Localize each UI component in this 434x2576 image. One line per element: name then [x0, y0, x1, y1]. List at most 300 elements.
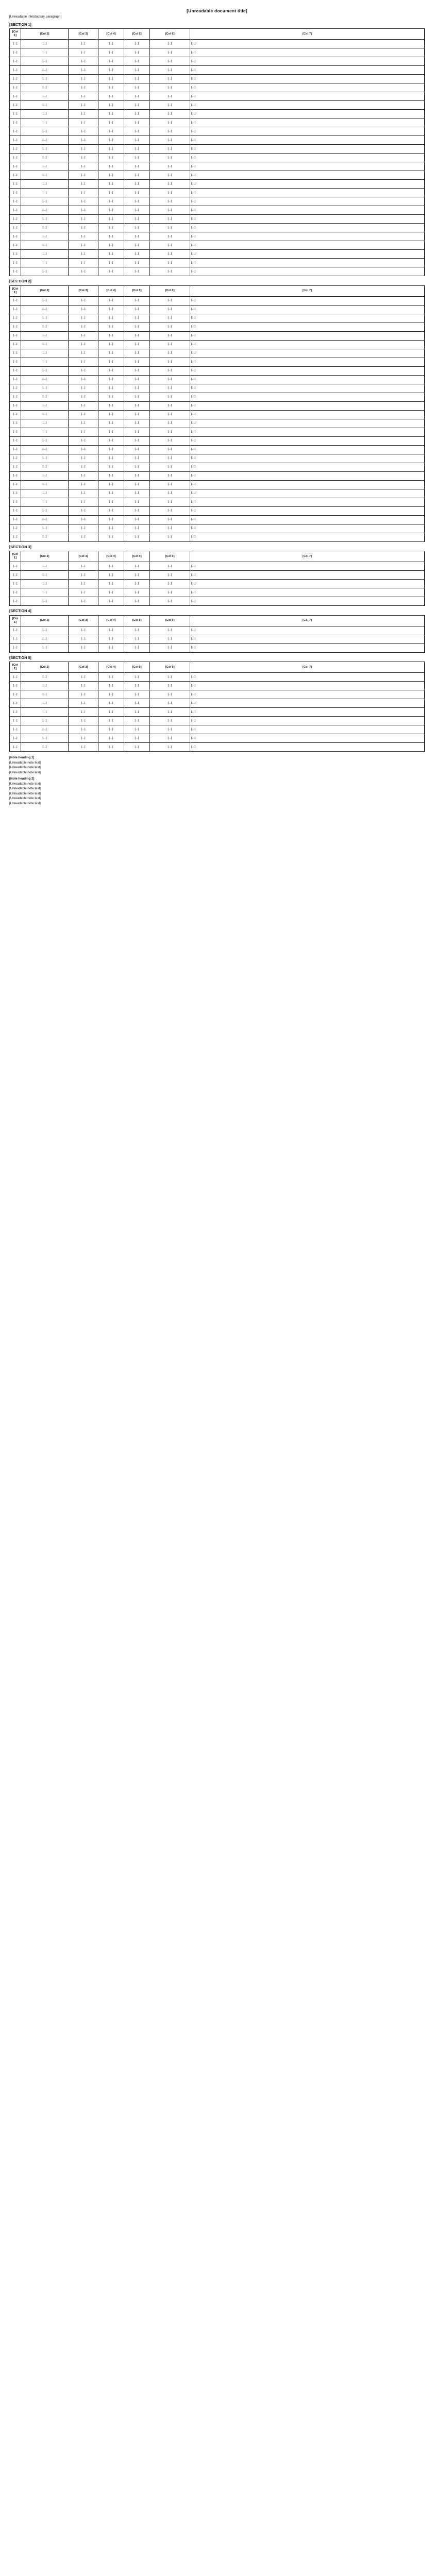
table-cell: [...]	[98, 40, 124, 48]
table-cell: [...]	[21, 206, 69, 215]
table-cell: [...]	[124, 189, 150, 197]
table-cell: [...]	[98, 145, 124, 154]
table-cell: [...]	[98, 454, 124, 463]
note-item: [Unreadable note text]	[9, 791, 41, 795]
table-cell: [...]	[21, 259, 69, 267]
table-cell: [...]	[124, 672, 150, 681]
table-row	[10, 498, 425, 506]
table-cell: [...]	[98, 533, 124, 541]
column-header: [Col 1]	[10, 29, 21, 40]
table-cell: [...]	[21, 419, 69, 428]
table-cell: [...]	[124, 48, 150, 57]
section-title: [SECTION 2]	[9, 279, 31, 284]
table-cell: [...]	[190, 323, 425, 331]
table-cell: [...]	[124, 314, 150, 323]
table-cell: [...]	[150, 463, 190, 471]
table-cell: [...]	[150, 489, 190, 498]
table-cell: [...]	[98, 445, 124, 454]
table-cell: [...]	[124, 716, 150, 725]
table-row	[10, 588, 425, 597]
table-cell: [...]	[69, 699, 98, 707]
table-cell: [...]	[190, 48, 425, 57]
table-cell: [...]	[98, 136, 124, 145]
table-cell: [...]	[190, 127, 425, 136]
table-cell: [...]	[69, 681, 98, 690]
table-cell: [...]	[150, 672, 190, 681]
table-cell: [...]	[190, 524, 425, 533]
column-header: [Col 1]	[10, 662, 21, 672]
table-row	[10, 180, 425, 189]
table-cell: [...]	[190, 267, 425, 276]
table-cell: [...]	[190, 681, 425, 690]
table-cell: [...]	[10, 224, 21, 232]
table-cell: [...]	[124, 725, 150, 734]
table-row	[10, 375, 425, 384]
table-cell: [...]	[150, 92, 190, 101]
table-cell: [...]	[21, 643, 69, 652]
table-cell: [...]	[69, 445, 98, 454]
table-cell: [...]	[10, 267, 21, 276]
table-cell: [...]	[150, 436, 190, 445]
table-cell: [...]	[150, 57, 190, 66]
table-row	[10, 436, 425, 445]
table-cell: [...]	[150, 180, 190, 189]
table-cell: [...]	[69, 643, 98, 652]
table-cell: [...]	[10, 48, 21, 57]
table-cell: [...]	[10, 716, 21, 725]
table-row	[10, 215, 425, 224]
table-cell: [...]	[150, 197, 190, 206]
table-cell: [...]	[98, 463, 124, 471]
table-cell: [...]	[10, 498, 21, 506]
table-cell: [...]	[124, 643, 150, 652]
table-row	[10, 562, 425, 571]
table-cell: [...]	[190, 180, 425, 189]
table-cell: [...]	[21, 681, 69, 690]
table-cell: [...]	[10, 145, 21, 154]
table-row	[10, 597, 425, 606]
table-cell: [...]	[190, 83, 425, 92]
table-cell: [...]	[150, 597, 190, 606]
table-cell: [...]	[10, 349, 21, 358]
table-cell: [...]	[124, 118, 150, 127]
table-cell: [...]	[124, 463, 150, 471]
table-cell: [...]	[98, 206, 124, 215]
table-cell: [...]	[150, 145, 190, 154]
table-cell: [...]	[124, 224, 150, 232]
table-cell: [...]	[69, 314, 98, 323]
section-title: [SECTION 4]	[9, 608, 31, 614]
table-cell: [...]	[21, 690, 69, 699]
table-cell: [...]	[98, 305, 124, 314]
table-cell: [...]	[190, 375, 425, 384]
table-cell: [...]	[98, 436, 124, 445]
section-table	[9, 551, 425, 606]
table-row	[10, 489, 425, 498]
table-cell: [...]	[21, 110, 69, 118]
table-row	[10, 145, 425, 154]
table-cell: [...]	[21, 375, 69, 384]
table-cell: [...]	[150, 323, 190, 331]
table-cell: [...]	[21, 635, 69, 643]
table-cell: [...]	[98, 480, 124, 489]
table-cell: [...]	[98, 742, 124, 751]
table-cell: [...]	[190, 454, 425, 463]
table-cell: [...]	[69, 498, 98, 506]
table-cell: [...]	[124, 742, 150, 751]
notes-list-1	[9, 761, 425, 775]
table-row	[10, 471, 425, 480]
table-cell: [...]	[150, 690, 190, 699]
table-cell: [...]	[21, 189, 69, 197]
note-item: [Unreadable note text]	[9, 766, 41, 770]
table-cell: [...]	[69, 588, 98, 597]
table-cell: [...]	[10, 154, 21, 162]
table-cell: [...]	[21, 524, 69, 533]
table-cell: [...]	[21, 349, 69, 358]
table-cell: [...]	[190, 410, 425, 419]
table-cell: [...]	[124, 171, 150, 180]
table-cell: [...]	[150, 681, 190, 690]
table-cell: [...]	[21, 127, 69, 136]
table-cell: [...]	[190, 331, 425, 340]
table-cell: [...]	[98, 241, 124, 250]
table-cell: [...]	[190, 340, 425, 349]
table-cell: [...]	[150, 340, 190, 349]
table-cell: [...]	[98, 323, 124, 331]
table-cell: [...]	[98, 498, 124, 506]
column-header: [Col 7]	[190, 29, 425, 40]
table-cell: [...]	[10, 672, 21, 681]
table-row	[10, 57, 425, 66]
table-cell: [...]	[69, 215, 98, 224]
table-cell: [...]	[10, 734, 21, 742]
table-cell: [...]	[124, 393, 150, 401]
table-cell: [...]	[69, 489, 98, 498]
table-cell: [...]	[69, 83, 98, 92]
table-cell: [...]	[21, 267, 69, 276]
table-cell: [...]	[69, 197, 98, 206]
column-header: [Col 7]	[190, 615, 425, 626]
table-cell: [...]	[190, 66, 425, 75]
table-cell: [...]	[124, 66, 150, 75]
table-cell: [...]	[10, 331, 21, 340]
table-cell: [...]	[150, 562, 190, 571]
table-cell: [...]	[69, 66, 98, 75]
table-cell: [...]	[21, 305, 69, 314]
table-cell: [...]	[10, 259, 21, 267]
table-cell: [...]	[21, 340, 69, 349]
table-cell: [...]	[150, 699, 190, 707]
table-cell: [...]	[21, 136, 69, 145]
column-header: [Col 4]	[98, 615, 124, 626]
table-cell: [...]	[21, 626, 69, 635]
table-cell: [...]	[10, 296, 21, 305]
table-row	[10, 40, 425, 48]
document-intro: [Unreadable introductory paragraph]	[9, 15, 62, 19]
table-cell: [...]	[98, 580, 124, 588]
table-cell: [...]	[124, 162, 150, 171]
note-item: [Unreadable note text]	[9, 802, 41, 806]
table-cell: [...]	[190, 428, 425, 436]
table-cell: [...]	[190, 626, 425, 635]
table-cell: [...]	[69, 672, 98, 681]
section-table	[9, 662, 425, 752]
table-cell: [...]	[190, 57, 425, 66]
table-cell: [...]	[10, 305, 21, 314]
table-cell: [...]	[69, 707, 98, 716]
table-row	[10, 445, 425, 454]
table-row	[10, 101, 425, 110]
table-cell: [...]	[21, 224, 69, 232]
table-cell: [...]	[10, 92, 21, 101]
column-header: [Col 6]	[150, 551, 190, 562]
table-cell: [...]	[69, 323, 98, 331]
table-cell: [...]	[69, 742, 98, 751]
table-cell: [...]	[10, 626, 21, 635]
table-cell: [...]	[98, 571, 124, 580]
table-cell: [...]	[21, 401, 69, 410]
table-cell: [...]	[10, 562, 21, 571]
table-cell: [...]	[150, 393, 190, 401]
table-cell: [...]	[98, 562, 124, 571]
table-cell: [...]	[150, 154, 190, 162]
table-cell: [...]	[98, 725, 124, 734]
table-cell: [...]	[21, 580, 69, 588]
table-cell: [...]	[150, 101, 190, 110]
table-cell: [...]	[124, 580, 150, 588]
table-cell: [...]	[98, 48, 124, 57]
table-cell: [...]	[150, 498, 190, 506]
table-cell: [...]	[150, 66, 190, 75]
table-row	[10, 305, 425, 314]
table-cell: [...]	[10, 110, 21, 118]
table-cell: [...]	[21, 331, 69, 340]
table-cell: [...]	[21, 716, 69, 725]
table-cell: [...]	[98, 314, 124, 323]
table-cell: [...]	[124, 626, 150, 635]
section-3	[9, 545, 425, 606]
table-cell: [...]	[69, 189, 98, 197]
table-cell: [...]	[98, 489, 124, 498]
table-cell: [...]	[69, 267, 98, 276]
table-row	[10, 110, 425, 118]
table-cell: [...]	[98, 267, 124, 276]
table-row	[10, 419, 425, 428]
table-cell: [...]	[124, 305, 150, 314]
table-cell: [...]	[69, 597, 98, 606]
table-cell: [...]	[69, 250, 98, 259]
table-cell: [...]	[124, 690, 150, 699]
table-cell: [...]	[98, 75, 124, 83]
table-cell: [...]	[98, 393, 124, 401]
table-cell: [...]	[190, 259, 425, 267]
column-header: [Col 2]	[21, 551, 69, 562]
table-row	[10, 232, 425, 241]
table-row	[10, 154, 425, 162]
table-cell: [...]	[21, 215, 69, 224]
notes-heading-1: [Note heading 1]	[9, 755, 35, 759]
table-cell: [...]	[10, 471, 21, 480]
table-cell: [...]	[190, 305, 425, 314]
table-cell: [...]	[190, 118, 425, 127]
table-cell: [...]	[98, 66, 124, 75]
table-cell: [...]	[10, 314, 21, 323]
table-cell: [...]	[98, 232, 124, 241]
table-cell: [...]	[69, 118, 98, 127]
table-cell: [...]	[98, 340, 124, 349]
table-cell: [...]	[21, 533, 69, 541]
table-cell: [...]	[98, 224, 124, 232]
table-cell: [...]	[190, 145, 425, 154]
table-cell: [...]	[21, 162, 69, 171]
table-cell: [...]	[10, 180, 21, 189]
table-cell: [...]	[21, 66, 69, 75]
table-cell: [...]	[150, 171, 190, 180]
table-cell: [...]	[21, 436, 69, 445]
table-cell: [...]	[190, 189, 425, 197]
table-cell: [...]	[10, 533, 21, 541]
table-cell: [...]	[150, 224, 190, 232]
table-row	[10, 206, 425, 215]
table-cell: [...]	[69, 358, 98, 366]
table-cell: [...]	[69, 92, 98, 101]
table-cell: [...]	[21, 506, 69, 515]
table-row	[10, 366, 425, 375]
table-cell: [...]	[10, 725, 21, 734]
table-cell: [...]	[69, 340, 98, 349]
table-row	[10, 463, 425, 471]
table-cell: [...]	[190, 506, 425, 515]
table-cell: [...]	[98, 716, 124, 725]
table-cell: [...]	[124, 515, 150, 524]
table-row	[10, 314, 425, 323]
sections-container	[9, 23, 425, 752]
table-cell: [...]	[98, 597, 124, 606]
table-cell: [...]	[124, 101, 150, 110]
table-cell: [...]	[150, 471, 190, 480]
table-cell: [...]	[124, 506, 150, 515]
table-cell: [...]	[98, 154, 124, 162]
table-cell: [...]	[10, 436, 21, 445]
table-cell: [...]	[124, 454, 150, 463]
table-cell: [...]	[69, 110, 98, 118]
table-row	[10, 83, 425, 92]
table-cell: [...]	[21, 40, 69, 48]
table-cell: [...]	[150, 136, 190, 145]
table-cell: [...]	[10, 66, 21, 75]
table-cell: [...]	[98, 162, 124, 171]
table-cell: [...]	[21, 672, 69, 681]
table-row	[10, 410, 425, 419]
column-header: [Col 2]	[21, 29, 69, 40]
table-cell: [...]	[150, 401, 190, 410]
table-cell: [...]	[124, 145, 150, 154]
table-cell: [...]	[69, 296, 98, 305]
table-cell: [...]	[10, 597, 21, 606]
note-item: [Unreadable note text]	[9, 796, 41, 801]
table-row	[10, 635, 425, 643]
table-cell: [...]	[21, 48, 69, 57]
table-cell: [...]	[21, 699, 69, 707]
table-cell: [...]	[98, 588, 124, 597]
table-cell: [...]	[10, 358, 21, 366]
column-header: [Col 5]	[124, 662, 150, 672]
table-cell: [...]	[10, 588, 21, 597]
table-row	[10, 515, 425, 524]
table-cell: [...]	[150, 48, 190, 57]
table-cell: [...]	[98, 672, 124, 681]
table-cell: [...]	[190, 480, 425, 489]
table-cell: [...]	[150, 635, 190, 643]
note-item: [Unreadable note text]	[9, 760, 41, 765]
table-cell: [...]	[98, 331, 124, 340]
table-cell: [...]	[21, 250, 69, 259]
table-cell: [...]	[190, 75, 425, 83]
table-cell: [...]	[150, 725, 190, 734]
table-cell: [...]	[98, 296, 124, 305]
table-cell: [...]	[98, 410, 124, 419]
table-cell: [...]	[69, 734, 98, 742]
table-row	[10, 118, 425, 127]
table-row	[10, 580, 425, 588]
table-cell: [...]	[124, 562, 150, 571]
table-cell: [...]	[21, 83, 69, 92]
table-cell: [...]	[124, 471, 150, 480]
table-cell: [...]	[124, 533, 150, 541]
table-cell: [...]	[124, 127, 150, 136]
table-cell: [...]	[10, 101, 21, 110]
table-cell: [...]	[150, 358, 190, 366]
table-cell: [...]	[98, 699, 124, 707]
table-cell: [...]	[69, 75, 98, 83]
table-cell: [...]	[150, 524, 190, 533]
table-cell: [...]	[190, 101, 425, 110]
table-cell: [...]	[10, 445, 21, 454]
table-cell: [...]	[21, 314, 69, 323]
table-cell: [...]	[124, 524, 150, 533]
section-4	[9, 609, 425, 652]
table-cell: [...]	[190, 296, 425, 305]
table-cell: [...]	[10, 241, 21, 250]
table-cell: [...]	[124, 571, 150, 580]
table-cell: [...]	[21, 588, 69, 597]
table-cell: [...]	[98, 215, 124, 224]
table-header-row	[10, 551, 425, 562]
table-cell: [...]	[10, 197, 21, 206]
table-cell: [...]	[10, 690, 21, 699]
table-cell: [...]	[98, 259, 124, 267]
table-cell: [...]	[124, 331, 150, 340]
table-cell: [...]	[124, 110, 150, 118]
table-cell: [...]	[10, 206, 21, 215]
table-cell: [...]	[21, 358, 69, 366]
table-cell: [...]	[150, 643, 190, 652]
table-cell: [...]	[10, 375, 21, 384]
table-cell: [...]	[190, 489, 425, 498]
table-cell: [...]	[69, 436, 98, 445]
column-header: [Col 1]	[10, 285, 21, 296]
table-cell: [...]	[98, 690, 124, 699]
table-cell: [...]	[69, 580, 98, 588]
table-cell: [...]	[10, 40, 21, 48]
table-cell: [...]	[10, 393, 21, 401]
table-cell: [...]	[190, 742, 425, 751]
table-cell: [...]	[190, 580, 425, 588]
table-cell: [...]	[190, 699, 425, 707]
column-header: [Col 5]	[124, 285, 150, 296]
table-cell: [...]	[21, 734, 69, 742]
